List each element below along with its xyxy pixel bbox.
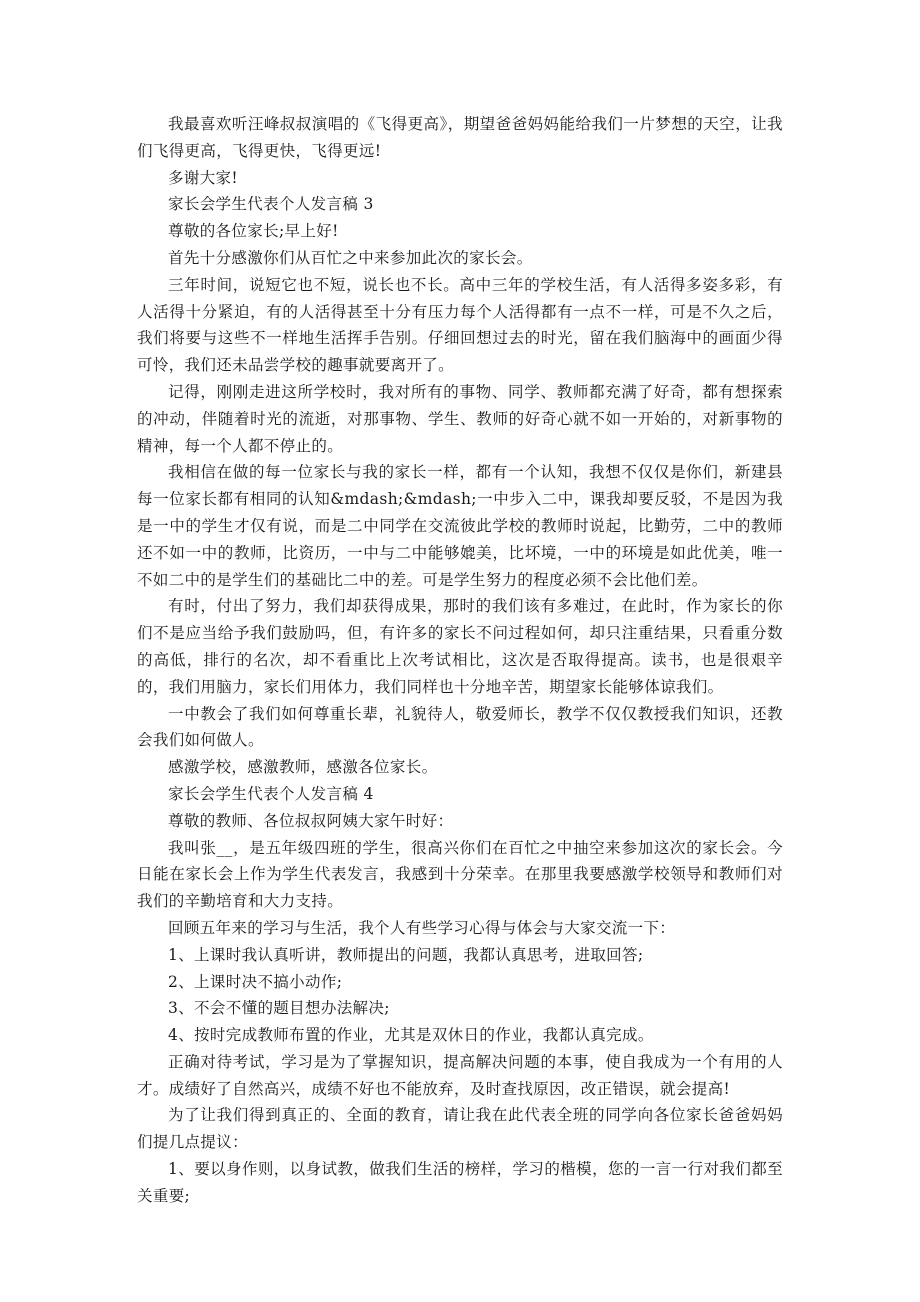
- paragraph: 三年时间，说短它也不短，说长也不长。高中三年的学校生活，有人活得多姿多彩，有人活得十分紧迫，有的人活得甚至十分有压力每个人活得都有一点不一样，可是不久之后，我们将要与这些不一样地生活挥手告别。仔细回想过去的时光，留在我们脑海中的画面少得可怜，我们还未品尝学校的趣事就要离开了。: [137, 275, 783, 375]
- paragraph: 我叫张__，是五年级四班的学生，很高兴你们在百忙之中抽空来参加这次的家长会。今日能在家长会上作为学生代表发言，我感到十分荣幸。在那里我要感激学校领导和教师们对我们的辛勤培育和大力支持。: [137, 838, 783, 911]
- paragraph: 一中教会了我们如何尊重长辈，礼貌待人，敬爱师长，教学不仅仅教授我们知识，还教会我们如何做人。: [137, 704, 783, 750]
- document-body: [137, 111, 783, 1210]
- paragraph: 我最喜欢听汪峰叔叔演唱的《飞得更高》，期望爸爸妈妈能给我们一片梦想的天空，让我们飞得更高，飞得更快，飞得更远!: [137, 115, 783, 160]
- list-item: 3、不会不懂的题目想办法解决;: [168, 999, 390, 1018]
- list-item: 2、上课时决不搞小动作;: [168, 972, 343, 991]
- paragraph: 尊敬的各位家长;早上好!: [168, 222, 339, 241]
- paragraph: 尊敬的教师、各位叔叔阿姨大家午时好：: [168, 811, 454, 830]
- list-item: 4、按时完成教师布置的作业，尤其是双休日的作业，我都认真完成。: [168, 1026, 654, 1045]
- paragraph: 回顾五年来的学习与生活，我个人有些学习心得与体会与大家交流一下：: [168, 918, 676, 937]
- section-heading: 家长会学生代表个人发言稿 3: [168, 195, 374, 214]
- section-heading: 家长会学生代表个人发言稿 4: [168, 784, 374, 803]
- list-item: 1、上课时我认真听讲，教师提出的问题，我都认真思考，进取回答;: [168, 945, 644, 964]
- paragraph: 记得，刚刚走进这所学校时，我对所有的事物、同学、教师都充满了好奇，都有想探索的冲动，伴随着时光的流逝，对那事物、学生、教师的好奇心就不如一开始的，对新事物的精神，每一个人都不停止的。: [137, 382, 783, 455]
- list-item: 1、要以身作则，以身试教，做我们生活的榜样，学习的楷模，您的一言一行对我们都至关重要;: [137, 1160, 783, 1205]
- paragraph: 首先十分感激你们从百忙之中来参加此次的家长会。: [168, 248, 533, 267]
- paragraph: 有时，付出了努力，我们却获得成果，那时的我们该有多难过，在此时，作为家长的你们不是应当给予我们鼓励吗，但，有许多的家长不问过程如何，却只注重结果，只看重分数的高低，排行的名次，却不看重比上次考试相比，这次是否取得提高。读书，也是很艰辛的，我们用脑力，家长们用体力，我们同样也十分地辛苦，期望家长能够体谅我们。: [137, 597, 783, 696]
- paragraph: 我相信在做的每一位家长与我的家长一样，都有一个认知，我想不仅仅是你们，新建县每一位家长都有相同的认知&mdash;&mdash;一中步入二中，课我却要反驳，不是因为我是一中的学生才仅有说，而是二中同学在交流彼此学校的教师时说起，比勤劳，二中的教师还不如一中的教师，比资历，一中与二中能够媲美，比坏境，一中的环境是如此优美，唯一不如二中的是学生们的基础比二中的差。可是学生努力的程度必须不会比他们差。: [137, 463, 783, 589]
- paragraph: 多谢大家!: [168, 168, 238, 187]
- paragraph: 为了让我们得到真正的、全面的教育，请让我在此代表全班的同学向各位家长爸爸妈妈们提几点提议：: [137, 1106, 783, 1152]
- paragraph: 感激学校，感激教师，感激各位家长。: [168, 758, 438, 777]
- paragraph: 正确对待考试，学习是为了掌握知识，提高解决问题的本事，使自我成为一个有用的人才。成绩好了自然高兴，成绩不好也不能放弃，及时查找原因，改正错误，就会提高!: [137, 1052, 783, 1098]
